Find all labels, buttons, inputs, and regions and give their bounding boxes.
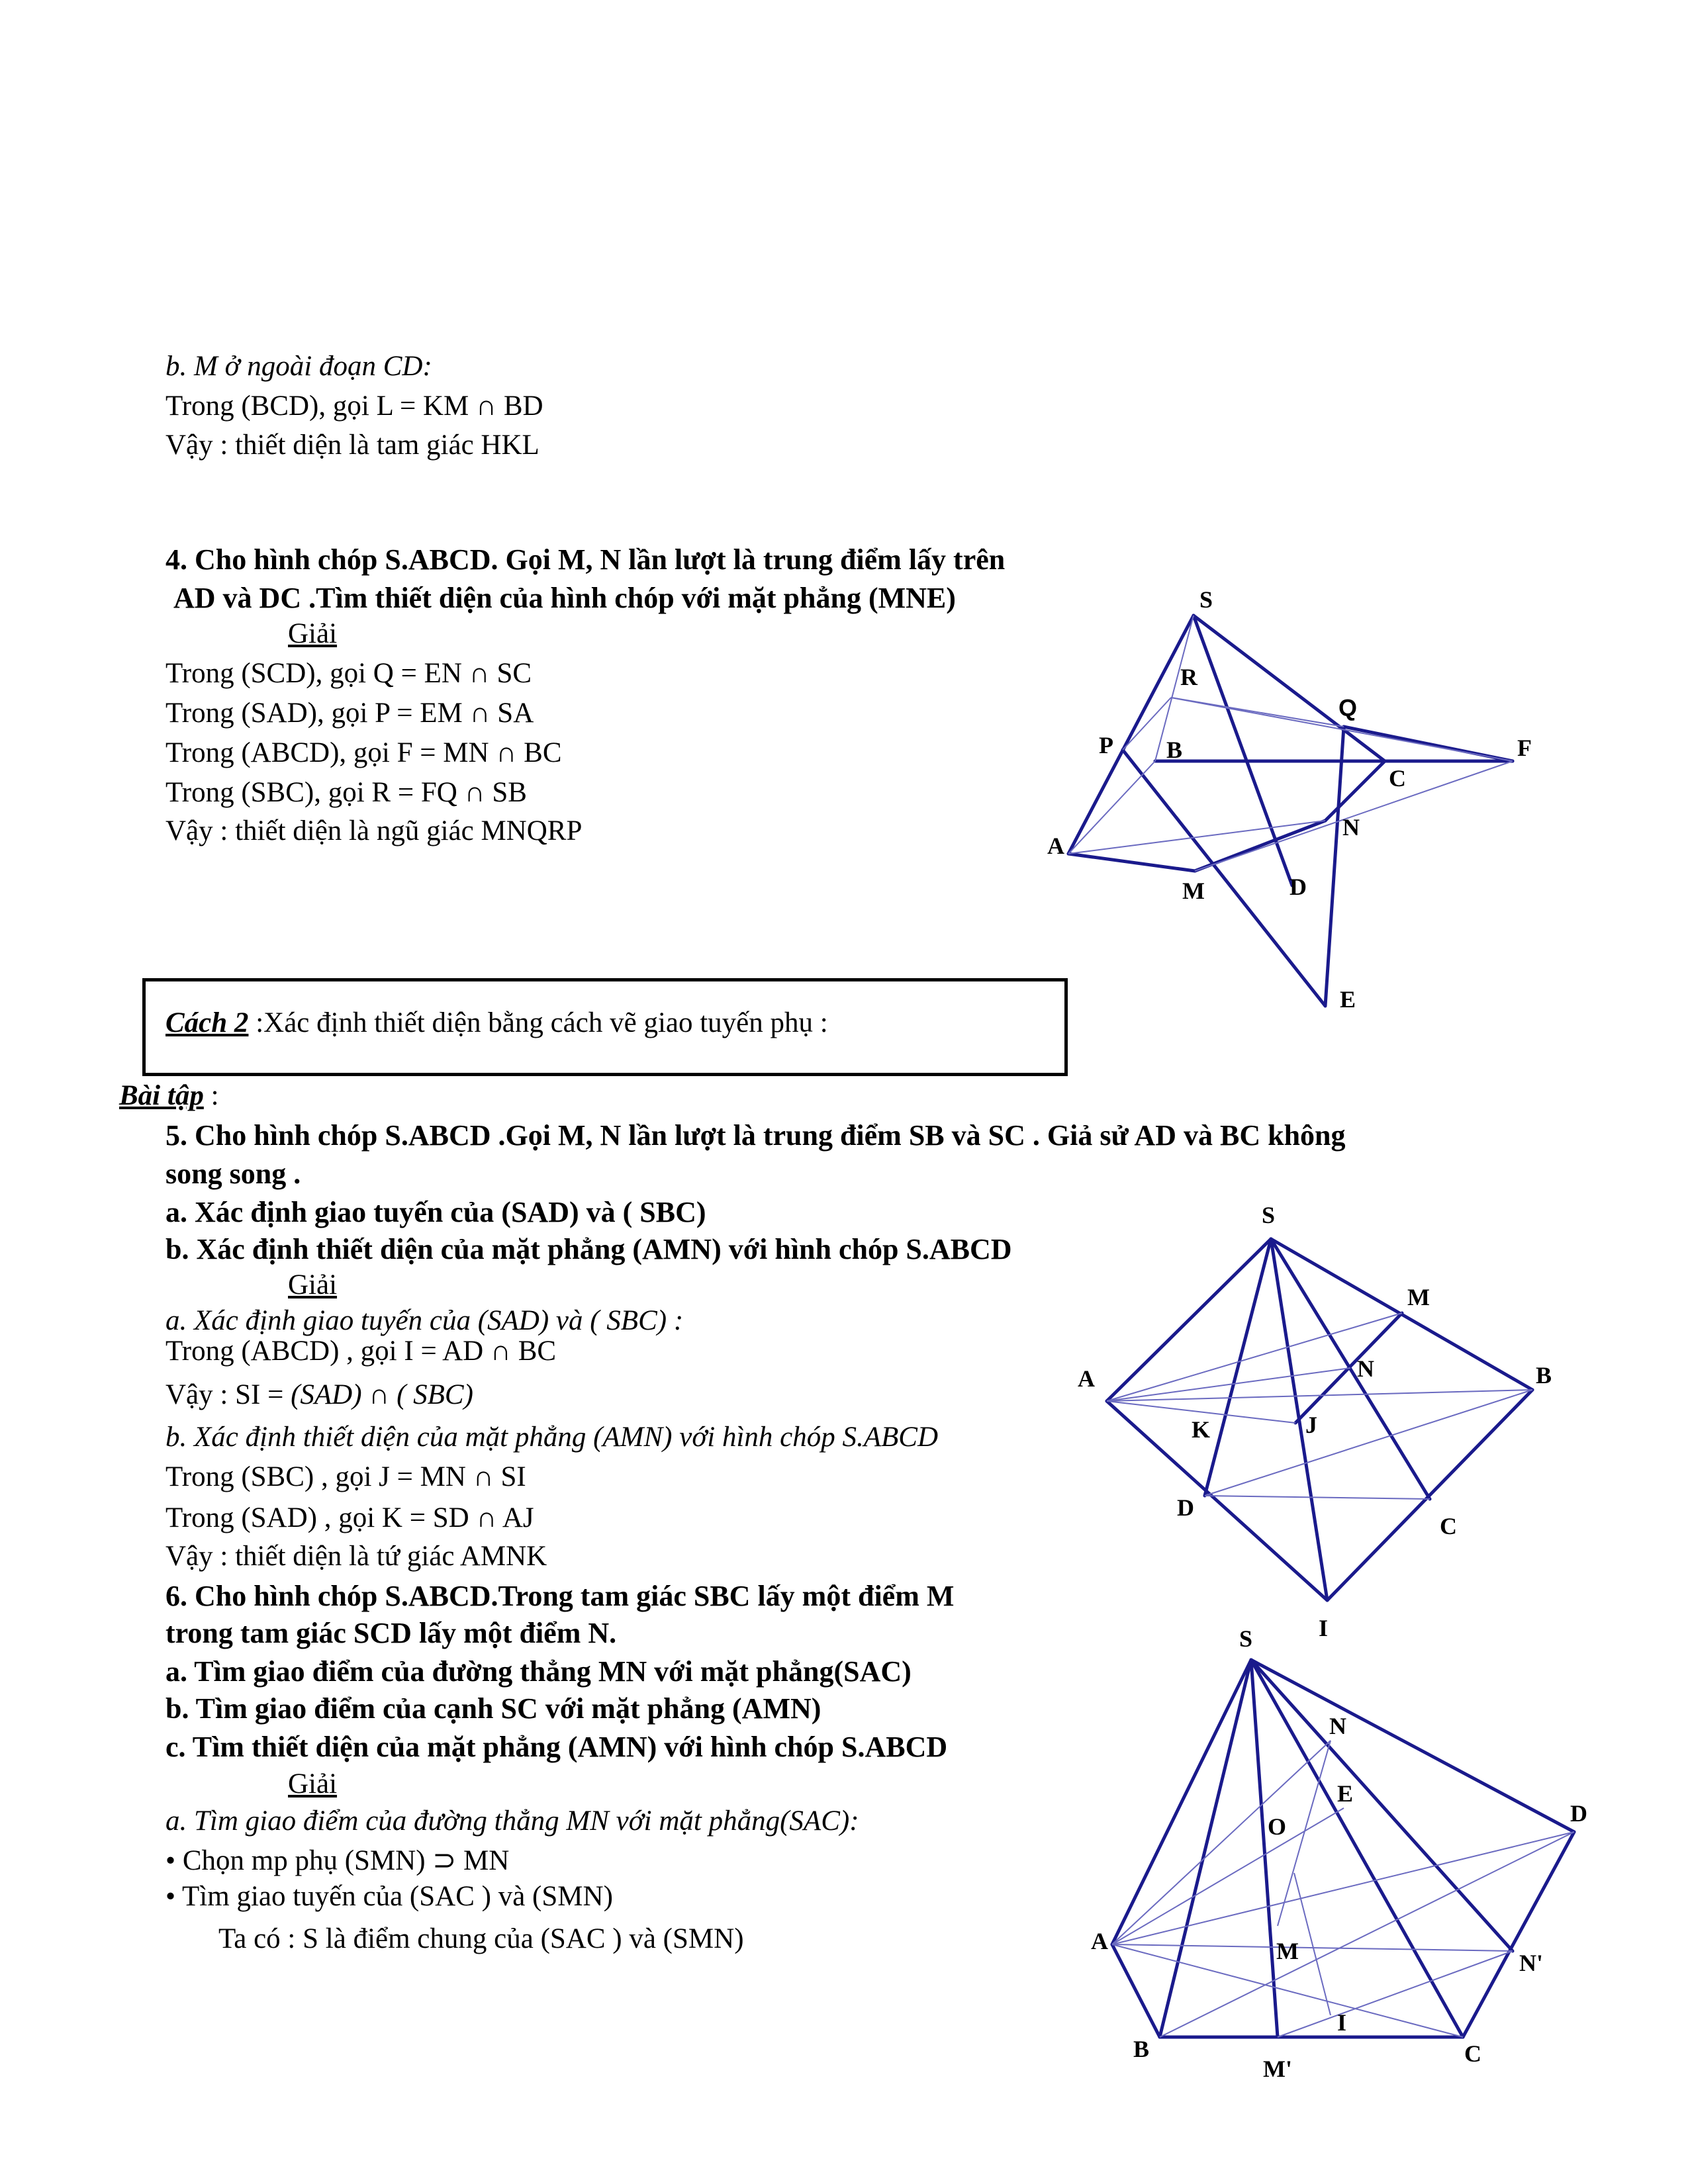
exercises-heading	[119, 1077, 219, 1115]
problem6-bullet-2-text: Tìm giao tuyến của (SAC ) và (SMN)	[182, 1881, 613, 1912]
method2-line	[165, 1005, 828, 1042]
edge-SM-prime	[1251, 1660, 1278, 2037]
fig6-label-N: N	[1329, 1713, 1346, 1739]
fig6-label-S: S	[1239, 1625, 1253, 1652]
problem5-a-step2-italic: (SAD) ∩ ( SBC)	[291, 1379, 473, 1410]
edge-SC	[1251, 1660, 1463, 2037]
edge-SD	[1205, 1239, 1271, 1496]
fig4-label-N: N	[1342, 814, 1360, 841]
problem4-step-5: Vậy : thiết diện là ngũ giác MNQRP	[165, 815, 583, 846]
edge-QF	[1344, 727, 1513, 761]
problem6-question-b: b. Tìm giao điểm của cạnh SC với mặt phẳng (AMN)	[165, 1692, 821, 1725]
edge-SA	[1107, 1239, 1271, 1401]
problem4-step-3: Trong (ABCD), gọi F = MN ∩ BC	[165, 737, 562, 768]
problem5-question-a: a. Xác định giao tuyến của (SAD) và ( SBC)	[165, 1196, 706, 1228]
edge-SA	[1112, 1660, 1251, 1944]
problem5-b-step3: Vậy : thiết diện là tứ giác AMNK	[165, 1541, 547, 1572]
problem6-title-line2: trong tam giác SCD lấy một điểm N.	[165, 1617, 617, 1649]
fig4-label-A: A	[1047, 833, 1064, 859]
fig4-label-R: R	[1180, 664, 1197, 690]
problem5-title-line2: song song .	[165, 1158, 301, 1190]
problem5-a-step2-prefix: Vậy : SI =	[165, 1379, 291, 1410]
problem5-a-heading: a. Xác định giao tuyến của (SAD) và ( SBC) :	[165, 1305, 684, 1336]
fig6-label-M: M	[1276, 1938, 1299, 1964]
fig6-label-E: E	[1337, 1780, 1354, 1807]
problem6-solution-label: Giải	[288, 1768, 338, 1799]
problem6-bullet-1-text: Chọn mp phụ (SMN) ⊃ MN	[182, 1845, 510, 1876]
fig4-label-B: B	[1166, 737, 1183, 763]
edge-SB	[1160, 1660, 1251, 2037]
fig6-label-C: C	[1464, 2040, 1481, 2067]
edge-AM	[1068, 854, 1195, 871]
problem5-a-step1: Trong (ABCD) , gọi I = AD ∩ BC	[165, 1336, 557, 1367]
fig4-label-Q: Q	[1338, 694, 1358, 721]
fig6-label-O: O	[1268, 1813, 1287, 1840]
section-b-line2: Vậy : thiết diện là tam giác HKL	[165, 430, 539, 461]
bullet-dot: •	[165, 1881, 183, 1912]
fig6-label-B: B	[1133, 2036, 1150, 2062]
problem4-step-2: Trong (SAD), gọi P = EM ∩ SA	[165, 698, 534, 729]
edge-SA	[1068, 615, 1194, 854]
edge-MN	[1195, 821, 1325, 871]
edge-SN-prime	[1251, 1660, 1513, 1951]
fig5-label-N: N	[1357, 1355, 1374, 1382]
edge-PE	[1123, 750, 1325, 1006]
problem6-bullet-1	[165, 1843, 509, 1880]
method2-text: :Xác định thiết diện bằng cách vẽ giao tuyến phụ :	[248, 1007, 828, 1038]
fig5-label-I: I	[1319, 1615, 1329, 1641]
fig6-label-A: A	[1091, 1928, 1108, 1954]
method2-label: Cách 2	[165, 1007, 249, 1038]
edge-SC	[1194, 615, 1385, 761]
problem5-b-heading: b. Xác định thiết diện của mặt phẳng (AMN) với hình chóp S.ABCD	[165, 1422, 939, 1453]
edge-AB	[1112, 1944, 1160, 2037]
edge-QE	[1325, 727, 1344, 1006]
problem4-title-line1: 4. Cho hình chóp S.ABCD. Gọi M, N lần lượt là trung điểm lấy trên	[165, 543, 1006, 576]
fig5-label-B: B	[1536, 1362, 1552, 1388]
fig6-label-N-prime: N'	[1519, 1950, 1543, 1976]
problem4-solution-label: Giải	[288, 618, 338, 649]
problem5-title-line1: 5. Cho hình chóp S.ABCD .Gọi M, N lần lượt là trung điểm SB và SC . Giả sử AD và BC không	[165, 1119, 1346, 1152]
problem6-question-a: a. Tìm giao điểm của đường thẳng MN với mặt phẳng(SAC)	[165, 1655, 912, 1688]
fig4-label-M: M	[1182, 878, 1205, 904]
fig4-label-P: P	[1099, 732, 1113, 758]
fig5-label-C: C	[1440, 1513, 1457, 1539]
section-b-line1: Trong (BCD), gọi L = KM ∩ BD	[165, 390, 543, 422]
problem6-line-last: Ta có : S là điểm chung của (SAC ) và (SMN)	[218, 1923, 744, 1954]
fig6-label-I: I	[1337, 2009, 1347, 2036]
fig4-label-E: E	[1340, 986, 1356, 1013]
fig4-label-D: D	[1289, 874, 1307, 900]
fig5-label-J: J	[1305, 1412, 1317, 1438]
exercises-label: Bài tập	[119, 1080, 204, 1111]
edge-SI	[1271, 1239, 1327, 1600]
problem6-a-heading: a. Tìm giao điểm của đường thẳng MN với mặt phẳng(SAC):	[165, 1805, 859, 1837]
exercises-colon: :	[203, 1080, 219, 1111]
problem5-question-b: b. Xác định thiết diện của mặt phẳng (AMN) với hình chóp S.ABCD	[165, 1233, 1012, 1265]
fig4-label-C: C	[1389, 765, 1406, 792]
fig5-label-D: D	[1177, 1494, 1194, 1521]
problem5-b-step1: Trong (SBC) , gọi J = MN ∩ SI	[165, 1461, 526, 1492]
edge-SD	[1194, 615, 1292, 886]
fig4-label-S: S	[1199, 586, 1213, 613]
bullet-dot: •	[165, 1845, 183, 1876]
fig6-label-D: D	[1570, 1800, 1587, 1827]
edge-AI	[1107, 1401, 1327, 1600]
edge-NC	[1325, 761, 1385, 821]
fig5-label-A: A	[1078, 1365, 1095, 1392]
edge-SD	[1251, 1660, 1574, 1832]
fig5-label-K: K	[1192, 1416, 1211, 1443]
problem5-b-step2: Trong (SAD) , gọi K = SD ∩ AJ	[165, 1502, 534, 1533]
edge-CD	[1463, 1832, 1574, 2037]
problem6-title-line1: 6. Cho hình chóp S.ABCD.Trong tam giác SBC lấy một điểm M	[165, 1580, 955, 1612]
edge-SB	[1271, 1239, 1532, 1390]
edge-SC	[1271, 1239, 1430, 1499]
fig6-label-M-prime: M'	[1263, 2056, 1292, 2082]
problem5-solution-label: Giải	[288, 1269, 338, 1300]
problem5-a-step2	[165, 1377, 473, 1414]
edge-BI	[1327, 1390, 1532, 1600]
fig5-label-S: S	[1262, 1202, 1276, 1228]
problem6-bullet-2	[165, 1878, 613, 1915]
problem6-question-c: c. Tìm thiết diện của mặt phẳng (AMN) với hình chóp S.ABCD	[165, 1731, 948, 1763]
fig5-label-M: M	[1407, 1284, 1430, 1310]
problem4-step-1: Trong (SCD), gọi Q = EN ∩ SC	[165, 658, 532, 689]
edge-JM	[1295, 1313, 1402, 1423]
fig4-label-F: F	[1517, 735, 1532, 761]
problem4-title-line2: AD và DC .Tìm thiết diện của hình chóp với mặt phẳng (MNE)	[173, 582, 956, 614]
section-b-heading: b. M ở ngoài đoạn CD:	[165, 351, 432, 382]
problem4-step-4: Trong (SBC), gọi R = FQ ∩ SB	[165, 777, 527, 808]
